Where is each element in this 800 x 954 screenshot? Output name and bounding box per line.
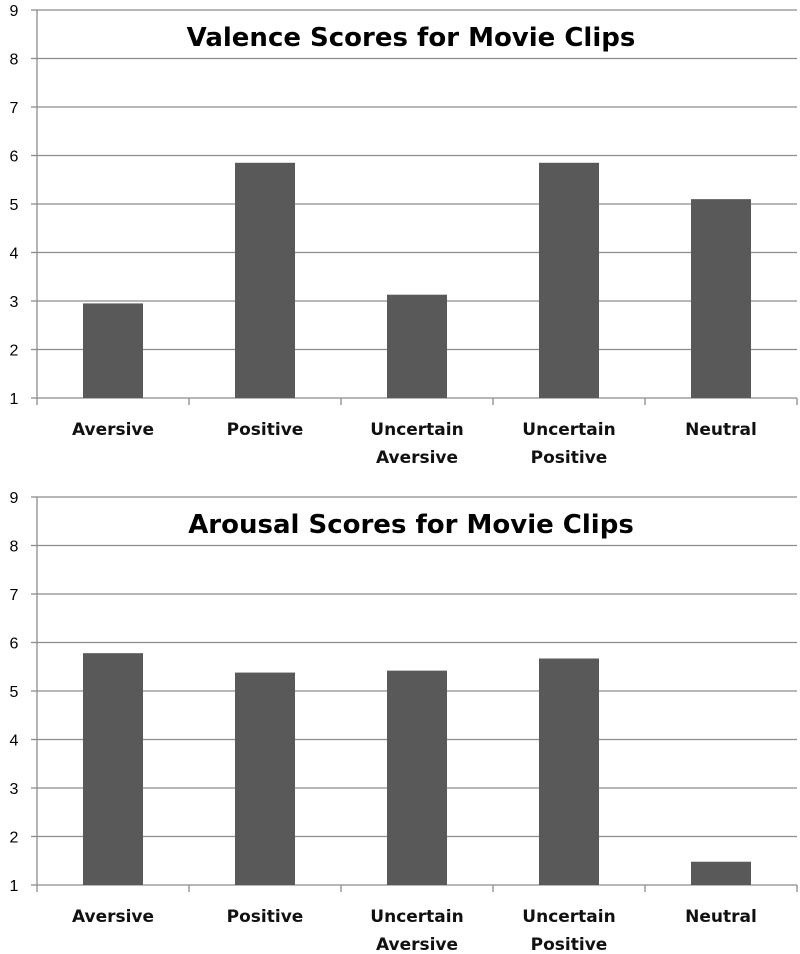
x-tick-label: Uncertain — [522, 907, 616, 927]
chart-title: Arousal Scores for Movie Clips — [188, 510, 634, 540]
x-tick-label: Uncertain — [370, 420, 464, 440]
bar — [539, 659, 599, 885]
y-tick-label: 5 — [9, 197, 19, 214]
chart-2 — [10, 490, 797, 954]
x-tick-label: Positive — [226, 420, 304, 440]
x-tick-label: Neutral — [685, 420, 757, 440]
bar — [83, 303, 143, 398]
x-tick-label: Aversive — [375, 448, 459, 468]
x-tick-label: Uncertain — [522, 420, 616, 440]
x-tick-label: Neutral — [685, 907, 757, 927]
bar — [539, 163, 599, 398]
y-tick-label: 3 — [9, 781, 19, 798]
y-tick-label: 7 — [9, 100, 19, 117]
x-tick-label: Aversive — [375, 935, 459, 954]
chart-title: Valence Scores for Movie Clips — [186, 23, 636, 53]
y-tick-label: 8 — [9, 51, 19, 69]
y-tick-label: 5 — [9, 684, 19, 701]
x-tick-label: Aversive — [71, 907, 155, 927]
x-tick-label: Uncertain — [370, 907, 464, 927]
y-tick-label: 4 — [9, 245, 19, 263]
bar — [691, 199, 751, 398]
bar — [691, 862, 751, 885]
y-tick-label: 2 — [9, 829, 19, 847]
bar — [235, 673, 295, 885]
x-tick-label: Positive — [530, 935, 608, 954]
y-tick-label: 9 — [9, 490, 19, 507]
bar — [387, 671, 447, 885]
y-tick-label: 9 — [9, 3, 19, 20]
y-tick-label: 4 — [9, 732, 19, 750]
y-tick-label: 6 — [9, 635, 19, 653]
y-tick-label: 1 — [9, 878, 19, 895]
x-tick-label: Aversive — [71, 420, 155, 440]
x-tick-label: Positive — [226, 907, 304, 927]
y-tick-label: 2 — [9, 342, 19, 360]
x-tick-label: Positive — [530, 448, 608, 468]
y-tick-label: 7 — [9, 587, 19, 604]
y-tick-label: 8 — [9, 538, 19, 556]
y-tick-label: 3 — [9, 294, 19, 311]
y-tick-label: 6 — [9, 148, 19, 166]
y-tick-label: 1 — [9, 391, 19, 408]
bar — [387, 295, 447, 398]
bar — [235, 163, 295, 398]
chart-1 — [10, 3, 797, 468]
bar — [83, 653, 143, 885]
